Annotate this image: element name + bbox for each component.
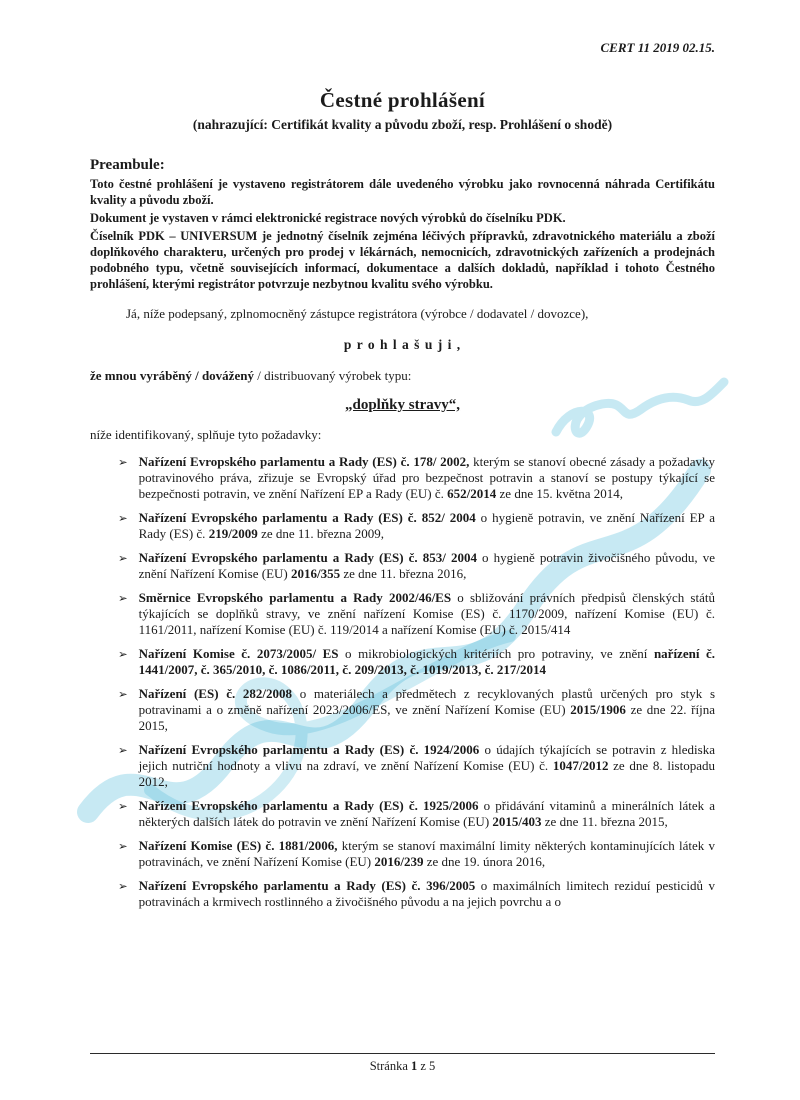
text-segment: o maximálních limitech reziduí pesticidů v potravinách a krmivech rostlinného a živočišného původu a na jejich povrchu a o (138, 878, 716, 909)
regulation-text (139, 454, 715, 502)
text-segment: 652/2014 (447, 486, 497, 501)
text-segment: ze dne 22. října 2015, (138, 702, 715, 733)
text-segment: Směrnice Evropského parlamentu a Rady 2002/46/ES (138, 590, 452, 605)
text-segment: 2015/1906 (570, 702, 626, 717)
regulation-item (118, 646, 715, 678)
regulation-text (139, 510, 715, 542)
regulations-list (90, 454, 715, 910)
text-segment: 1 (411, 1059, 418, 1073)
text-segment: Nařízení Evropského parlamentu a Rady (ES) č. 1924/2006 (138, 742, 480, 757)
text-segment: Stránka (369, 1059, 411, 1073)
text-segment: Nařízení Evropského parlamentu a Rady (ES) č. 853/ 2004 (138, 550, 477, 565)
regulation-item (118, 550, 715, 582)
text-segment: kterým se stanoví maximální limity některých kontaminujících látek v potravinách, ve znění Nařízení Komise (EU) (138, 838, 715, 869)
text-segment: o hygieně potravin, ve znění Nařízení EP a Rady (ES) č. (138, 510, 715, 541)
page-subtitle: (nahrazující: Certifikát kvality a původu zboží, resp. Prohlášení o shodě) (192, 117, 613, 132)
doc-reference: CERT 11 2019 02.15. (600, 40, 715, 55)
arrow-bullet-icon: ➢ (118, 513, 128, 525)
product-type: „doplňky stravy“, (344, 397, 461, 413)
text-segment: ze dne 15. května 2014, (496, 486, 623, 501)
text-segment: o mikrobiologických kritériích pro potraviny, ve znění (338, 646, 654, 661)
declaration-intro: Já, níže podepsaný, zplnomocněný zástupce registrátora (výrobce / dodavatel / dovozce), (126, 306, 589, 321)
regulation-text (139, 590, 715, 638)
page-title: Čestné prohlášení (319, 88, 486, 112)
text-segment: nařízení č. 1441/2007, č. 365/2010, č. 1086/2011, č. 209/2013, č. 1019/2013, č. 217/2014 (138, 646, 715, 677)
regulation-item (118, 838, 715, 870)
text-segment: 2016/355 (290, 566, 341, 581)
text-segment: / distribuovaný výrobek typu: (253, 368, 412, 383)
text-segment: z 5 (417, 1059, 436, 1073)
text-segment: Nařízení Evropského parlamentu a Rady (ES) č. 1925/2006 (138, 798, 479, 813)
regulation-item (118, 878, 715, 910)
text-segment: 1047/2012 (552, 758, 609, 773)
regulation-text (139, 646, 715, 678)
text-segment: ze dne 19. února 2016, (423, 854, 546, 869)
regulation-item (118, 590, 715, 638)
text-segment: že mnou vyráběný / dovážený (90, 368, 254, 383)
text-segment: ze dne 8. listopadu 2012, (138, 758, 715, 789)
text-segment: ze dne 11. března 2015, (541, 814, 668, 829)
text-segment: Nařízení Evropského parlamentu a Rady (ES) č. 178/ 2002, (138, 454, 470, 469)
page-footer (90, 1053, 715, 1074)
arrow-bullet-icon: ➢ (118, 881, 128, 893)
arrow-bullet-icon: ➢ (118, 801, 128, 813)
text-segment: Nařízení (ES) č. 282/2008 (138, 686, 293, 701)
text-segment: Nařízení Evropského parlamentu a Rady (ES) č. 396/2005 (138, 878, 476, 893)
text-segment: o údajích týkajících se potravin z hlediska jejich nutriční hodnoty a vlivu na zdraví, ve znění Nařízení Komise (EU) č. (138, 742, 716, 773)
text-segment: ze dne 11. března 2009, (257, 526, 385, 541)
text-segment: Nařízení Evropského parlamentu a Rady (ES) č. 852/ 2004 (138, 510, 476, 525)
text-segment: kterým se stanoví obecné zásady a požadavky potravinového práva, zřizuje se Evropský úřad pro bezpečnost potravin a stanoví se postupy týkající se bezpečnosti potravin, ve znění Nařízení EP a Rady (EU) č. (138, 454, 715, 501)
regulation-text (139, 798, 715, 830)
regulation-text (139, 686, 715, 734)
arrow-bullet-icon: ➢ (118, 553, 128, 565)
text-segment: o přidávání vitaminů a minerálních látek a některých dalších látek do potravin ve znění Nařízení Komise (EU) (138, 798, 715, 829)
product-type-line (90, 368, 715, 384)
arrow-bullet-icon: ➢ (118, 689, 128, 701)
regulation-item (118, 510, 715, 542)
page-number (90, 1059, 715, 1074)
regulation-text (139, 838, 715, 870)
arrow-bullet-icon: ➢ (118, 457, 128, 469)
regulation-item (118, 686, 715, 734)
regulation-item (118, 454, 715, 502)
text-segment: o materiálech a předmětech z recyklovaných plastů určených pro styk s potravinami a o změně nařízení 2023/2006/ES, ve znění Nařízení Komise (EU) (138, 686, 716, 717)
regulation-text (139, 742, 715, 790)
text-segment: Nařízení Komise č. 2073/2005/ ES (138, 646, 339, 661)
regulation-text (139, 878, 715, 910)
preamble-paragraph: Číselník PDK – UNIVERSUM je jednotný číselník zejména léčivých přípravků, zdravotnického materiálu a zboží doplňkového charakteru, určených pro prodej v lékárnách, nemocnicích, zdravotnických zařízeních a prodejnách podobného typu, včetně souvisejících informací, dokumentace a dalších dokladů, například i tohoto Čestného prohlášení, kterými registrátor potvrzuje nezbytnou kvalitu svého výrobku. (90, 229, 715, 291)
text-segment: 219/2009 (208, 526, 258, 541)
requirements-line: níže identifikovaný, splňuje tyto požadavky: (90, 427, 322, 442)
text-segment: 2016/239 (374, 854, 424, 869)
preamble-heading: Preambule: (90, 157, 165, 173)
regulation-text (139, 550, 715, 582)
declaration-verb: p r o h l a š u j i , (343, 337, 462, 352)
arrow-bullet-icon: ➢ (118, 649, 128, 661)
text-segment: 2015/403 (492, 814, 542, 829)
footer-divider (90, 1053, 715, 1054)
arrow-bullet-icon: ➢ (118, 745, 128, 757)
arrow-bullet-icon: ➢ (118, 841, 128, 853)
preamble-paragraph: Dokument je vystaven v rámci elektronické registrace nových výrobků do číselníku PDK. (90, 211, 566, 225)
text-segment: ze dne 11. března 2016, (340, 566, 467, 581)
text-segment: Nařízení Komise (ES) č. 1881/2006, (138, 838, 338, 853)
regulation-item (118, 742, 715, 790)
arrow-bullet-icon: ➢ (118, 593, 128, 605)
text-segment: o hygieně potravin živočišného původu, ve znění Nařízení Komise (EU) (138, 550, 716, 581)
text-segment: o sbližování právních předpisů členských států týkajících se doplňků stravy, ve znění nařízení Komise (ES) č. 1170/2009, nařízení Komise (EU) č. 1161/2011, nařízení Komise (EU) č. 119/2014 a nařízení Komise (EU) č. 2015/414 (138, 590, 715, 637)
regulation-item (118, 798, 715, 830)
preamble-paragraph: Toto čestné prohlášení je vystaveno registrátorem dále uvedeného výrobku jako rovnocenná náhrada Certifikátu kvality a původu zboží. (90, 177, 715, 207)
